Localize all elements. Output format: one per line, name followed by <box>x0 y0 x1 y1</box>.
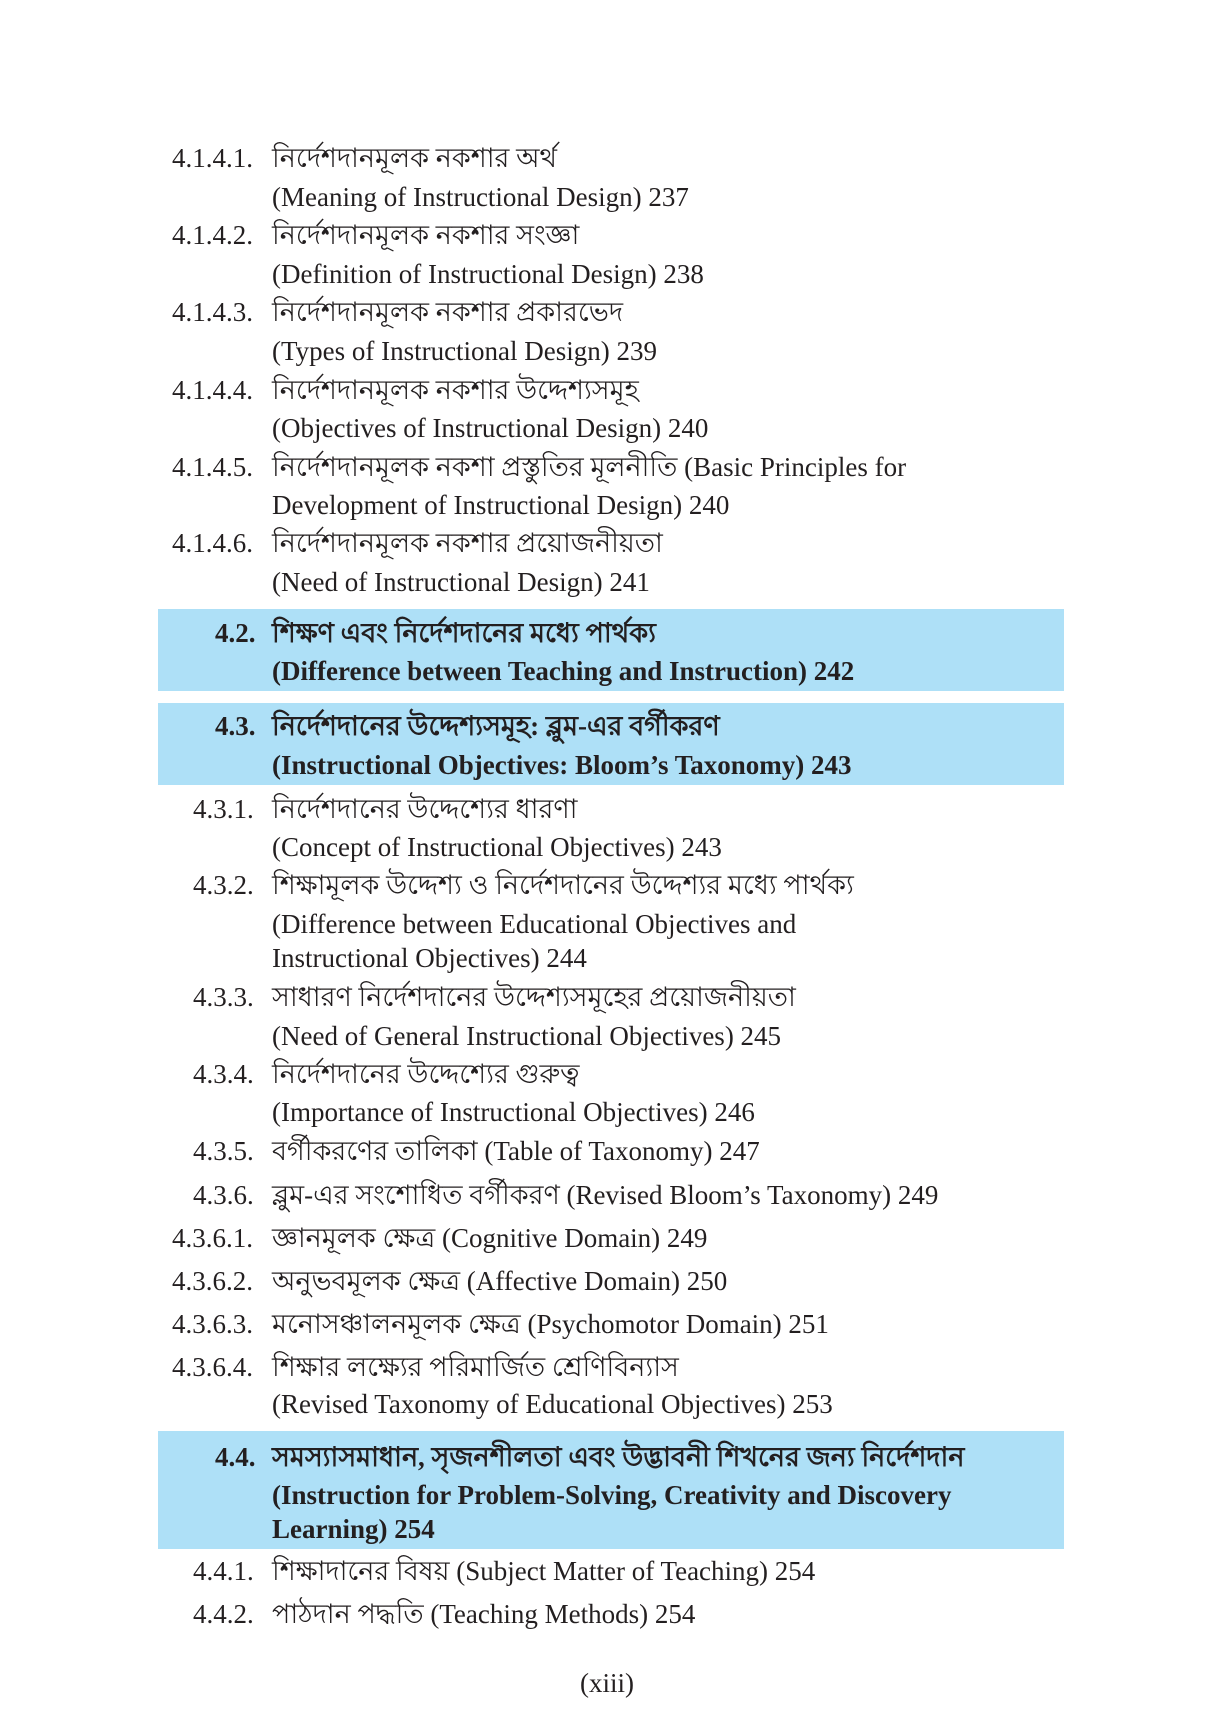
entry-english-title: (Concept of Instructional Objectives) 243 <box>272 832 722 862</box>
entry-bengali-title: নির্দেশদানমূলক নকশার সংজ্ঞা <box>272 220 580 250</box>
section-english-title: (Instruction for Problem-Solving, Creativity and Discovery <box>272 1480 952 1510</box>
entry-bengali-title: নির্দেশদানের উদ্দেশ্যের ধারণা <box>272 794 578 824</box>
entry-number: 4.3.2. <box>193 870 254 900</box>
entry-title: পাঠদান পদ্ধতি (Teaching Methods) 254 <box>272 1599 696 1629</box>
section-english-title: (Difference between Teaching and Instruction) 242 <box>272 656 855 686</box>
entry-title: ব্লুম-এর সংশোধিত বর্গীকরণ (Revised Bloom’s Taxonomy) 249 <box>272 1180 939 1210</box>
page-number: (xiii) <box>580 1668 634 1698</box>
entry-number: 4.3.5. <box>193 1136 254 1166</box>
entry-title: জ্ঞানমূলক ক্ষেত্র (Cognitive Domain) 249 <box>272 1223 708 1253</box>
entry-bengali-title: শিক্ষার লক্ষ্যের পরিমার্জিত শ্রেণিবিন্যাস <box>272 1352 679 1382</box>
section-english-title-cont: Learning) 254 <box>272 1514 435 1544</box>
entry-number: 4.3.6.2. <box>172 1266 253 1296</box>
section-number: 4.3. <box>215 711 256 741</box>
entry-english-title: (Need of General Instructional Objectives) 245 <box>272 1021 782 1051</box>
entry-number: 4.3.4. <box>193 1059 254 1089</box>
entry-english-title: (Revised Taxonomy of Educational Objectives) 253 <box>272 1389 833 1419</box>
entry-number: 4.3.6.3. <box>172 1309 253 1339</box>
entry-number: 4.1.4.4. <box>172 375 253 405</box>
entry-bengali-title: নির্দেশদানের উদ্দেশ্যের গুরুত্ব <box>272 1059 580 1089</box>
entry-english-title: (Objectives of Instructional Design) 240 <box>272 413 709 443</box>
entry-english-title: (Need of Instructional Design) 241 <box>272 567 650 597</box>
entry-english-title: (Types of Instructional Design) 239 <box>272 336 658 366</box>
entry-number: 4.1.4.3. <box>172 297 253 327</box>
section-number: 4.4. <box>215 1442 256 1472</box>
entry-number: 4.3.1. <box>193 794 254 824</box>
entry-number: 4.3.6.1. <box>172 1223 253 1253</box>
entry-number: 4.1.4.5. <box>172 452 253 482</box>
entry-title: অনুভবমূলক ক্ষেত্র (Affective Domain) 250 <box>272 1266 728 1296</box>
entry-title: শিক্ষাদানের বিষয় (Subject Matter of Teaching) 254 <box>272 1556 816 1586</box>
entry-bengali-title: নির্দেশদানমূলক নকশার অর্থ <box>272 143 558 173</box>
entry-bengali-title: সাধারণ নির্দেশদানের উদ্দেশ্যসমূহের প্রয়োজনীয়তা <box>272 982 796 1012</box>
entry-number: 4.4.1. <box>193 1556 254 1586</box>
entry-number: 4.1.4.1. <box>172 143 253 173</box>
entry-bengali-title: শিক্ষামূলক উদ্দেশ্য ও নির্দেশদানের উদ্দেশ্যর মধ্যে পার্থক্য <box>272 870 854 900</box>
entry-number: 4.1.4.6. <box>172 528 253 558</box>
entry-bengali-title: নির্দেশদানমূলক নকশার উদ্দেশ্যসমূহ <box>272 375 639 405</box>
section-bengali-title: নির্দেশদানের উদ্দেশ্যসমূহ: ব্লুম-এর বর্গীকরণ <box>272 711 720 741</box>
entry-english-title-cont: Instructional Objectives) 244 <box>272 943 587 973</box>
entry-number: 4.4.2. <box>193 1599 254 1629</box>
entry-english-title: (Definition of Instructional Design) 238 <box>272 259 704 289</box>
entry-english-title: Development of Instructional Design) 240 <box>272 490 730 520</box>
entry-bengali-title: নির্দেশদানমূলক নকশা প্রস্তুতির মূলনীতি (Basic Principles for <box>272 452 907 482</box>
entry-number: 4.3.3. <box>193 982 254 1012</box>
entry-bengali-title: নির্দেশদানমূলক নকশার প্রয়োজনীয়তা <box>272 528 663 558</box>
entry-title: বর্গীকরণের তালিকা (Table of Taxonomy) 247 <box>272 1136 760 1166</box>
entry-english-title: (Meaning of Instructional Design) 237 <box>272 182 689 212</box>
entry-number: 4.3.6. <box>193 1180 254 1210</box>
section-bengali-title: সমস্যাসমাধান, সৃজনশীলতা এবং উদ্ভাবনী শিখনের জন্য নির্দেশদান <box>272 1442 965 1472</box>
entry-number: 4.1.4.2. <box>172 220 253 250</box>
section-english-title: (Instructional Objectives: Bloom’s Taxonomy) 243 <box>272 750 852 780</box>
entry-english-title: (Importance of Instructional Objectives) 246 <box>272 1097 755 1127</box>
entry-bengali-title: নির্দেশদানমূলক নকশার প্রকারভেদ <box>272 297 624 327</box>
entry-number: 4.3.6.4. <box>172 1352 253 1382</box>
section-bengali-title: শিক্ষণ এবং নির্দেশদানের মধ্যে পার্থক্য <box>272 618 656 648</box>
section-number: 4.2. <box>215 618 256 648</box>
entry-english-title: (Difference between Educational Objectives and <box>272 909 797 939</box>
entry-title: মনোসঞ্চালনমূলক ক্ষেত্র (Psychomotor Domain) 251 <box>272 1309 829 1339</box>
